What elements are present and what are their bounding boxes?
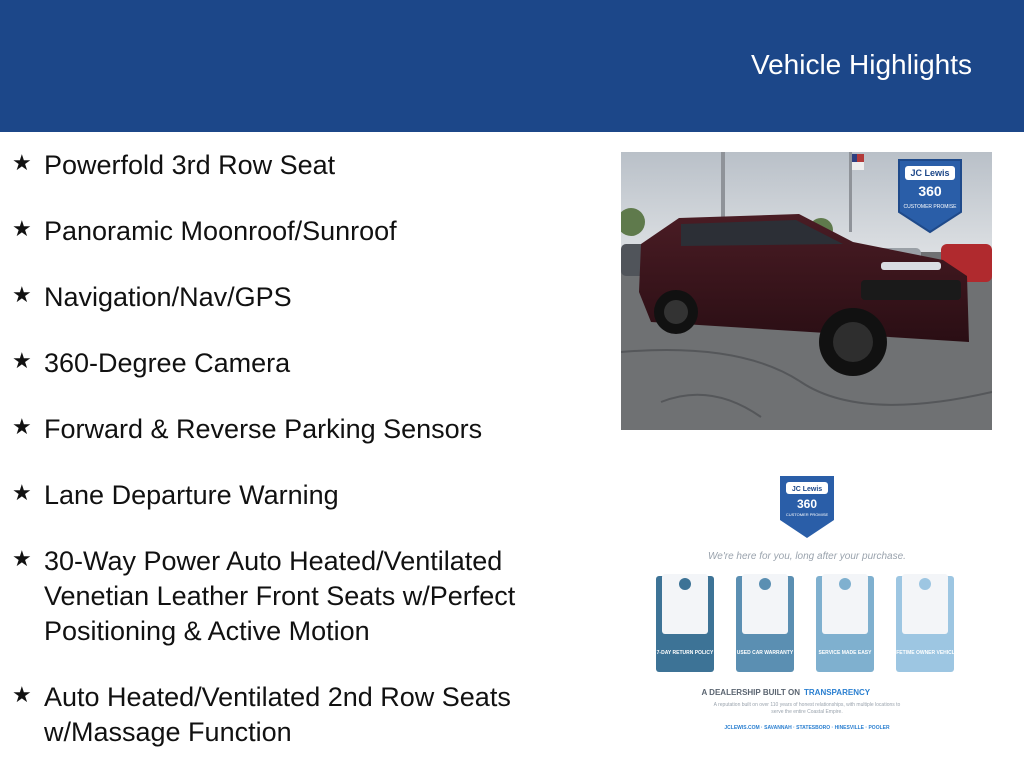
page-title: Vehicle Highlights xyxy=(750,49,972,80)
promise-card xyxy=(892,574,959,672)
star-icon: ★ xyxy=(12,282,32,307)
star-icon: ★ xyxy=(12,546,32,571)
feature-item xyxy=(12,346,592,381)
feature-item xyxy=(12,280,592,315)
star-icon: ★ xyxy=(12,150,32,175)
promise-card-label: USED CAR WARRANTY xyxy=(736,650,794,656)
feature-item xyxy=(12,680,592,750)
star-icon: ★ xyxy=(12,682,32,707)
star-icon: ★ xyxy=(12,414,32,439)
feature-text: 30-Way Power Auto Heated/Ventilated Venetian Leather Front Seats w/Perfect Positioning & Active Motion xyxy=(44,546,516,646)
vehicle-photo xyxy=(621,152,992,430)
badge-number: 360 xyxy=(796,497,818,511)
feature-list xyxy=(12,148,592,781)
feature-text: Forward & Reverse Parking Sensors xyxy=(44,414,483,444)
star-icon: ★ xyxy=(12,216,32,241)
feature-text: Navigation/Nav/GPS xyxy=(44,282,292,312)
header-bar xyxy=(0,0,1024,132)
promise-subtext: serve the entire Coastal Empire. xyxy=(771,709,843,715)
customer-promise-graphic xyxy=(652,472,962,736)
star-icon: ★ xyxy=(12,480,32,505)
promise-headline: A DEALERSHIP BUILT ON xyxy=(701,688,800,697)
promise-subtext: A reputation built on over 110 years of honest relationships, with multiple locations to xyxy=(713,702,901,708)
feature-item xyxy=(12,478,592,513)
star-icon: ★ xyxy=(12,348,32,373)
feature-text: Lane Departure Warning xyxy=(44,480,339,510)
badge-caption: CUSTOMER PROMISE xyxy=(903,204,957,210)
promise-card xyxy=(736,574,794,672)
feature-item xyxy=(12,148,592,183)
promise-badge xyxy=(780,476,834,538)
promise-tagline: We're here for you, long after your purchase. xyxy=(708,551,906,562)
feature-item xyxy=(12,544,592,649)
feature-item xyxy=(12,214,592,249)
promise-footer: JCLEWIS.COM · SAVANNAH · STATESBORO · HINESVILLE · POOLER xyxy=(724,725,890,731)
badge-brand: JC Lewis xyxy=(910,168,950,178)
feature-text: 360-Degree Camera xyxy=(44,348,291,378)
badge-brand: JC Lewis xyxy=(791,486,823,493)
feature-text: Panoramic Moonroof/Sunroof xyxy=(44,216,397,246)
promise-card-label: SERVICE MADE EASY xyxy=(818,650,872,656)
promise-card-label: LIFETIME OWNER VEHICLE xyxy=(891,650,959,656)
feature-item xyxy=(12,412,592,447)
promise-card xyxy=(656,574,714,672)
promise-headline-accent: TRANSPARENCY xyxy=(804,688,871,697)
badge-caption: CUSTOMER PROMISE xyxy=(785,512,829,517)
promise-card xyxy=(816,574,874,672)
feature-text: Auto Heated/Ventilated 2nd Row Seats w/Massage Function xyxy=(44,682,511,747)
badge-number: 360 xyxy=(918,183,942,199)
promise-card-label: 7-DAY RETURN POLICY xyxy=(656,650,714,656)
feature-text: Powerfold 3rd Row Seat xyxy=(44,150,336,180)
